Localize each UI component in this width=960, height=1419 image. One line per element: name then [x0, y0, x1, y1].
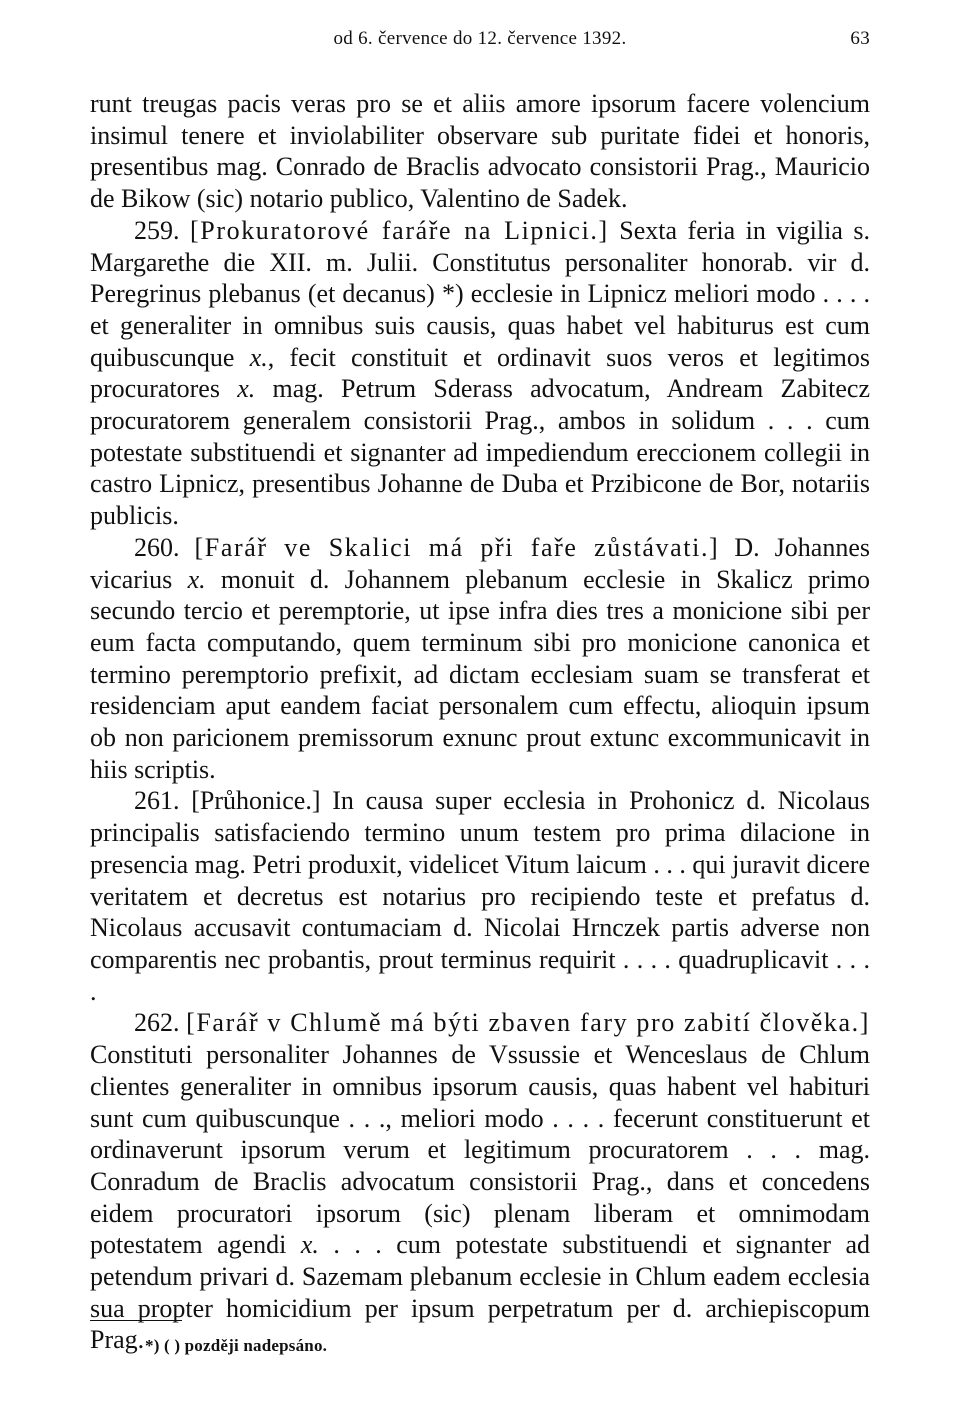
footnote-rule: [90, 1320, 182, 1321]
entry-heading: [Prokuratorové faráře na Lipnici.]: [190, 215, 609, 245]
page-number: 63: [850, 28, 870, 49]
running-title: od 6. července do 12. července 1392.: [333, 28, 627, 49]
entry-heading: [Průhonice.]: [191, 786, 321, 816]
footnote: *) ( ) později nadepsáno.: [145, 1336, 328, 1355]
entry-heading: [Farář ve Skalici má při faře zůstávati.]: [194, 532, 720, 562]
entry-number: 261.: [134, 786, 180, 816]
entry-number: 259.: [134, 215, 180, 245]
entry-261: 261. [Průhonice.] In causa super ecclesia in Prohonicz d. Nicolaus principalis satisfaciendo termino unum testem pro prima dilacione in presencia mag. Petri produxit, videlicet Vitum laicum . . . qui juravit dicere veritatem et decretus est notarius pro recipiendo teste et prefatus d. Nicolaus accusavit contumaciam d. Nicolai Hrnczek partis adverse non comparentis nec probantis, prout terminus requirit . . . . quadruplicavit . . . .: [90, 786, 871, 1006]
entry-heading: [Farář v Chlumě má býti zbaven fary pro zabití člověka.]: [186, 1008, 871, 1038]
entry-260: 260. [Farář ve Skalici má při faře zůstávati.] D. Johannes vicarius x. monuit d. Johannem plebanum ecclesie in Skalicz primo secundo tercio et peremptorie, ut ipse infra dies tres a monicione sibi per eum facta computando, quem terminum sibi pro monicione canonica et termino peremptorio prefixit, ad dictam ecclesiam suam se transferat et residenciam aput eandem faciat personalem cum effectu, alioquin ipsum ob non paricionem premissorum exnunc prout extunc excommunicavit in hiis scriptis.: [90, 532, 870, 784]
entry-number: 260.: [134, 532, 180, 562]
page-header: [90, 28, 870, 58]
document-page: [90, 28, 870, 1356]
entry-259: 259. [Prokuratorové faráře na Lipnici.] Sexta feria in vigilia s. Margarethe die XII. m. Julii. Constitutus personaliter honorab. vir d. Peregrinus plebanus (et decanus) *) ecclesie in Lipnicz meliori modo . . . . et generaliter in omnibus suis causis, quas habet vel habiturus est cum quibuscunque x., fecit constituit et ordinavit suos veros et legitimos procuratores x. mag. Petrum Sderass advocatum, Andream Zabitecz procuratorem generalem consistorii Prag., ambos in solidum . . . cum potestate substituendi et signanter ad impediendum ereccionem collegii in castro Lipnicz, presentibus Johanne de Duba et Przibicone de Bor, notariis publicis.: [90, 215, 871, 531]
document-body: [90, 88, 870, 1356]
entry-number: 262.: [134, 1008, 180, 1038]
intro-paragraph: runt treugas pacis veras pro se et aliis amore ipsorum facere volencium insimul tenere et inviolabiliter observare sub puritate fidei et honoris, presentibus mag. Conrado de Braclis advocato consistorii Prag., Mauricio de Bikow (sic) notario publico, Valentino de Sadek.: [90, 89, 870, 214]
entry-262: 262. [Farář v Chlumě má býti zbaven fary pro zabití člověka.] Constituti personaliter Johannes de Vssussie et Wenceslaus de Chlum clientes generaliter in omnibus ipsorum causis, quas habent vel habituri sunt cum quibuscunque . . ., meliori modo . . . . fecerunt constituerunt et ordinaverunt ipsorum verum et legitimum procuratorem . . . mag. Conradum de Braclis advocatum consistorii Prag., dans et concedens eidem procuratori ipsorum (sic) plenam liberam et omnimodam potestatem agendi x. . . . cum potestate substituendi et signanter ad petendum privari d. Sazemam plebanum ecclesie in Chlum eadem ecclesia sua propter homicidium per ipsum perpetratum per d. archiepiscopum Prag.: [90, 1008, 871, 1355]
